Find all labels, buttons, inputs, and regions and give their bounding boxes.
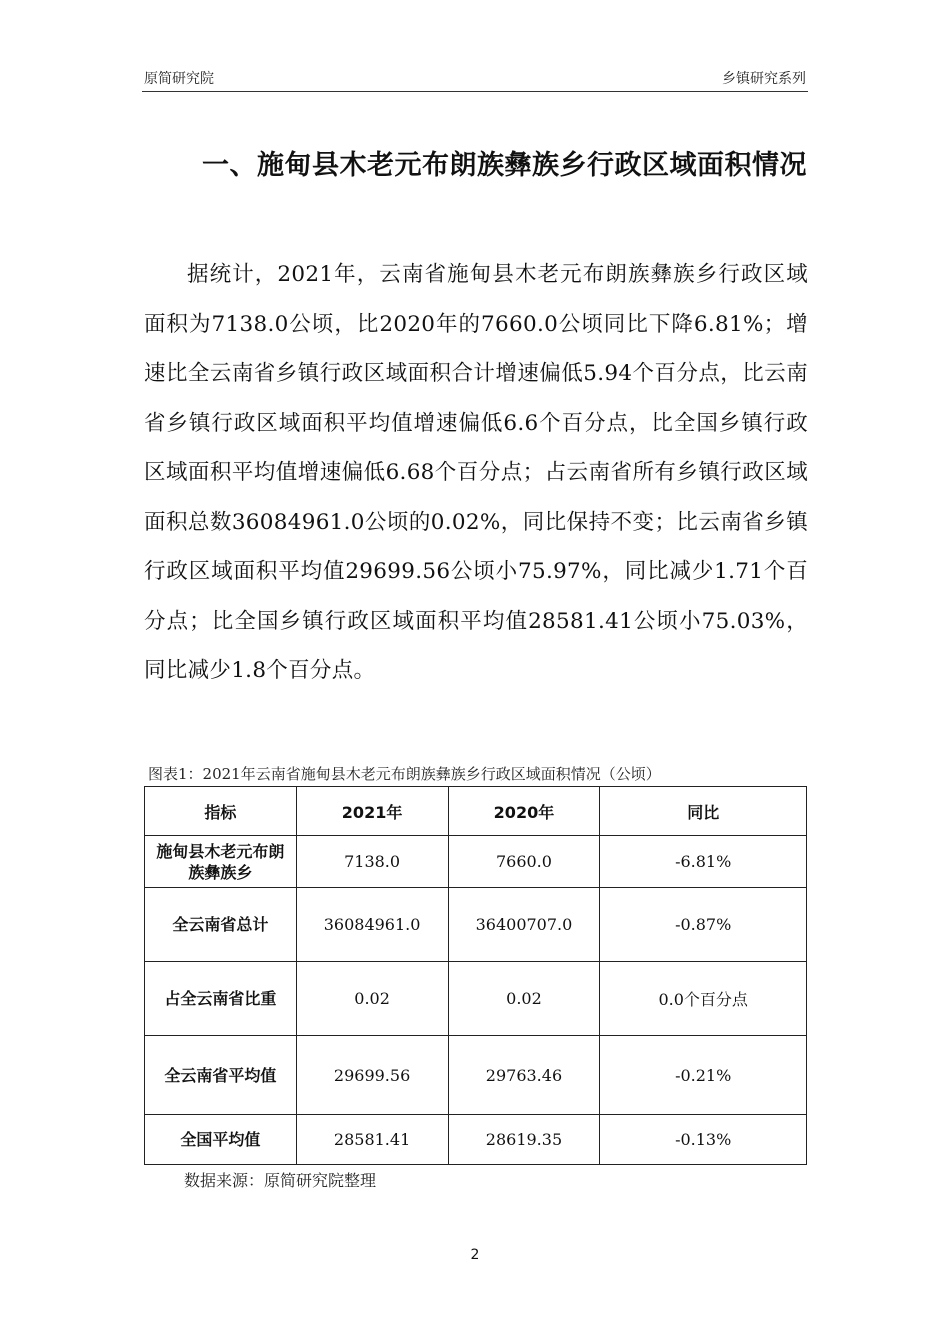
value-2020: 36400707.0 <box>448 888 600 962</box>
header-yoy: 同比 <box>600 787 807 836</box>
value-yoy: -0.13% <box>600 1115 807 1165</box>
value-2021: 7138.0 <box>296 836 448 888</box>
value-yoy: 0.0个百分点 <box>600 962 807 1036</box>
header-indicator: 指标 <box>145 787 297 836</box>
table-row <box>145 1036 807 1115</box>
value-yoy: -0.87% <box>600 888 807 962</box>
table-header-row <box>145 787 807 836</box>
header-2020: 2020年 <box>448 787 600 836</box>
row-label: 全国平均值 <box>145 1115 297 1165</box>
value-2020: 29763.46 <box>448 1036 600 1115</box>
value-2020: 28619.35 <box>448 1115 600 1165</box>
table-row <box>145 962 807 1036</box>
area-table <box>144 786 807 1165</box>
value-yoy: -6.81% <box>600 836 807 888</box>
table-row <box>145 836 807 888</box>
row-label: 全云南省平均值 <box>145 1036 297 1115</box>
value-2021: 28581.41 <box>296 1115 448 1165</box>
value-2021: 36084961.0 <box>296 888 448 962</box>
table-row <box>145 1115 807 1165</box>
section-title: 一、施甸县木老元布朗族彝族乡行政区域面积情况 <box>202 150 807 181</box>
value-2020: 0.02 <box>448 962 600 1036</box>
row-label: 全云南省总计 <box>145 888 297 962</box>
page-number: 2 <box>470 1247 480 1263</box>
row-label: 施甸县木老元布朗族彝族乡 <box>145 836 297 888</box>
value-yoy: -0.21% <box>600 1036 807 1115</box>
value-2021: 0.02 <box>296 962 448 1036</box>
data-source-note: 数据来源：原简研究院整理 <box>184 1171 377 1190</box>
value-2021: 29699.56 <box>296 1036 448 1115</box>
header-series: 乡镇研究系列 <box>722 71 806 87</box>
table-caption: 图表1：2021年云南省施甸县木老元布朗族彝族乡行政区域面积情况（公顷） <box>148 765 661 783</box>
table-row <box>145 888 807 962</box>
header-2021: 2021年 <box>296 787 448 836</box>
value-2020: 7660.0 <box>448 836 600 888</box>
body-paragraph: 据统计，2021年，云南省施甸县木老元布朗族彝族乡行政区域面积为7138.0公顷，比2020年的7660.0公顷同比下降6.81%；增速比全云南省乡镇行政区域面积合计增速偏低5.94个百分点，比云南省乡镇行政区域面积平均值增速偏低6.6个百分点，比全国乡镇行政区域面积平均值增速偏低6.68个百分点；占云南省所有乡镇行政区域面积总数36084961.0公顷的0.02%，同比保持不变；比云南省乡镇行政区域面积平均值29699.56公顷小75.97%，同比减少1.71个百分点；比全国乡镇行政区域面积平均值28581.41公顷小75.03%，同比减少1.8个百分点。 <box>144 262 808 683</box>
row-label: 占全云南省比重 <box>145 962 297 1036</box>
header-publisher: 原简研究院 <box>144 71 214 87</box>
header-divider <box>142 91 808 92</box>
